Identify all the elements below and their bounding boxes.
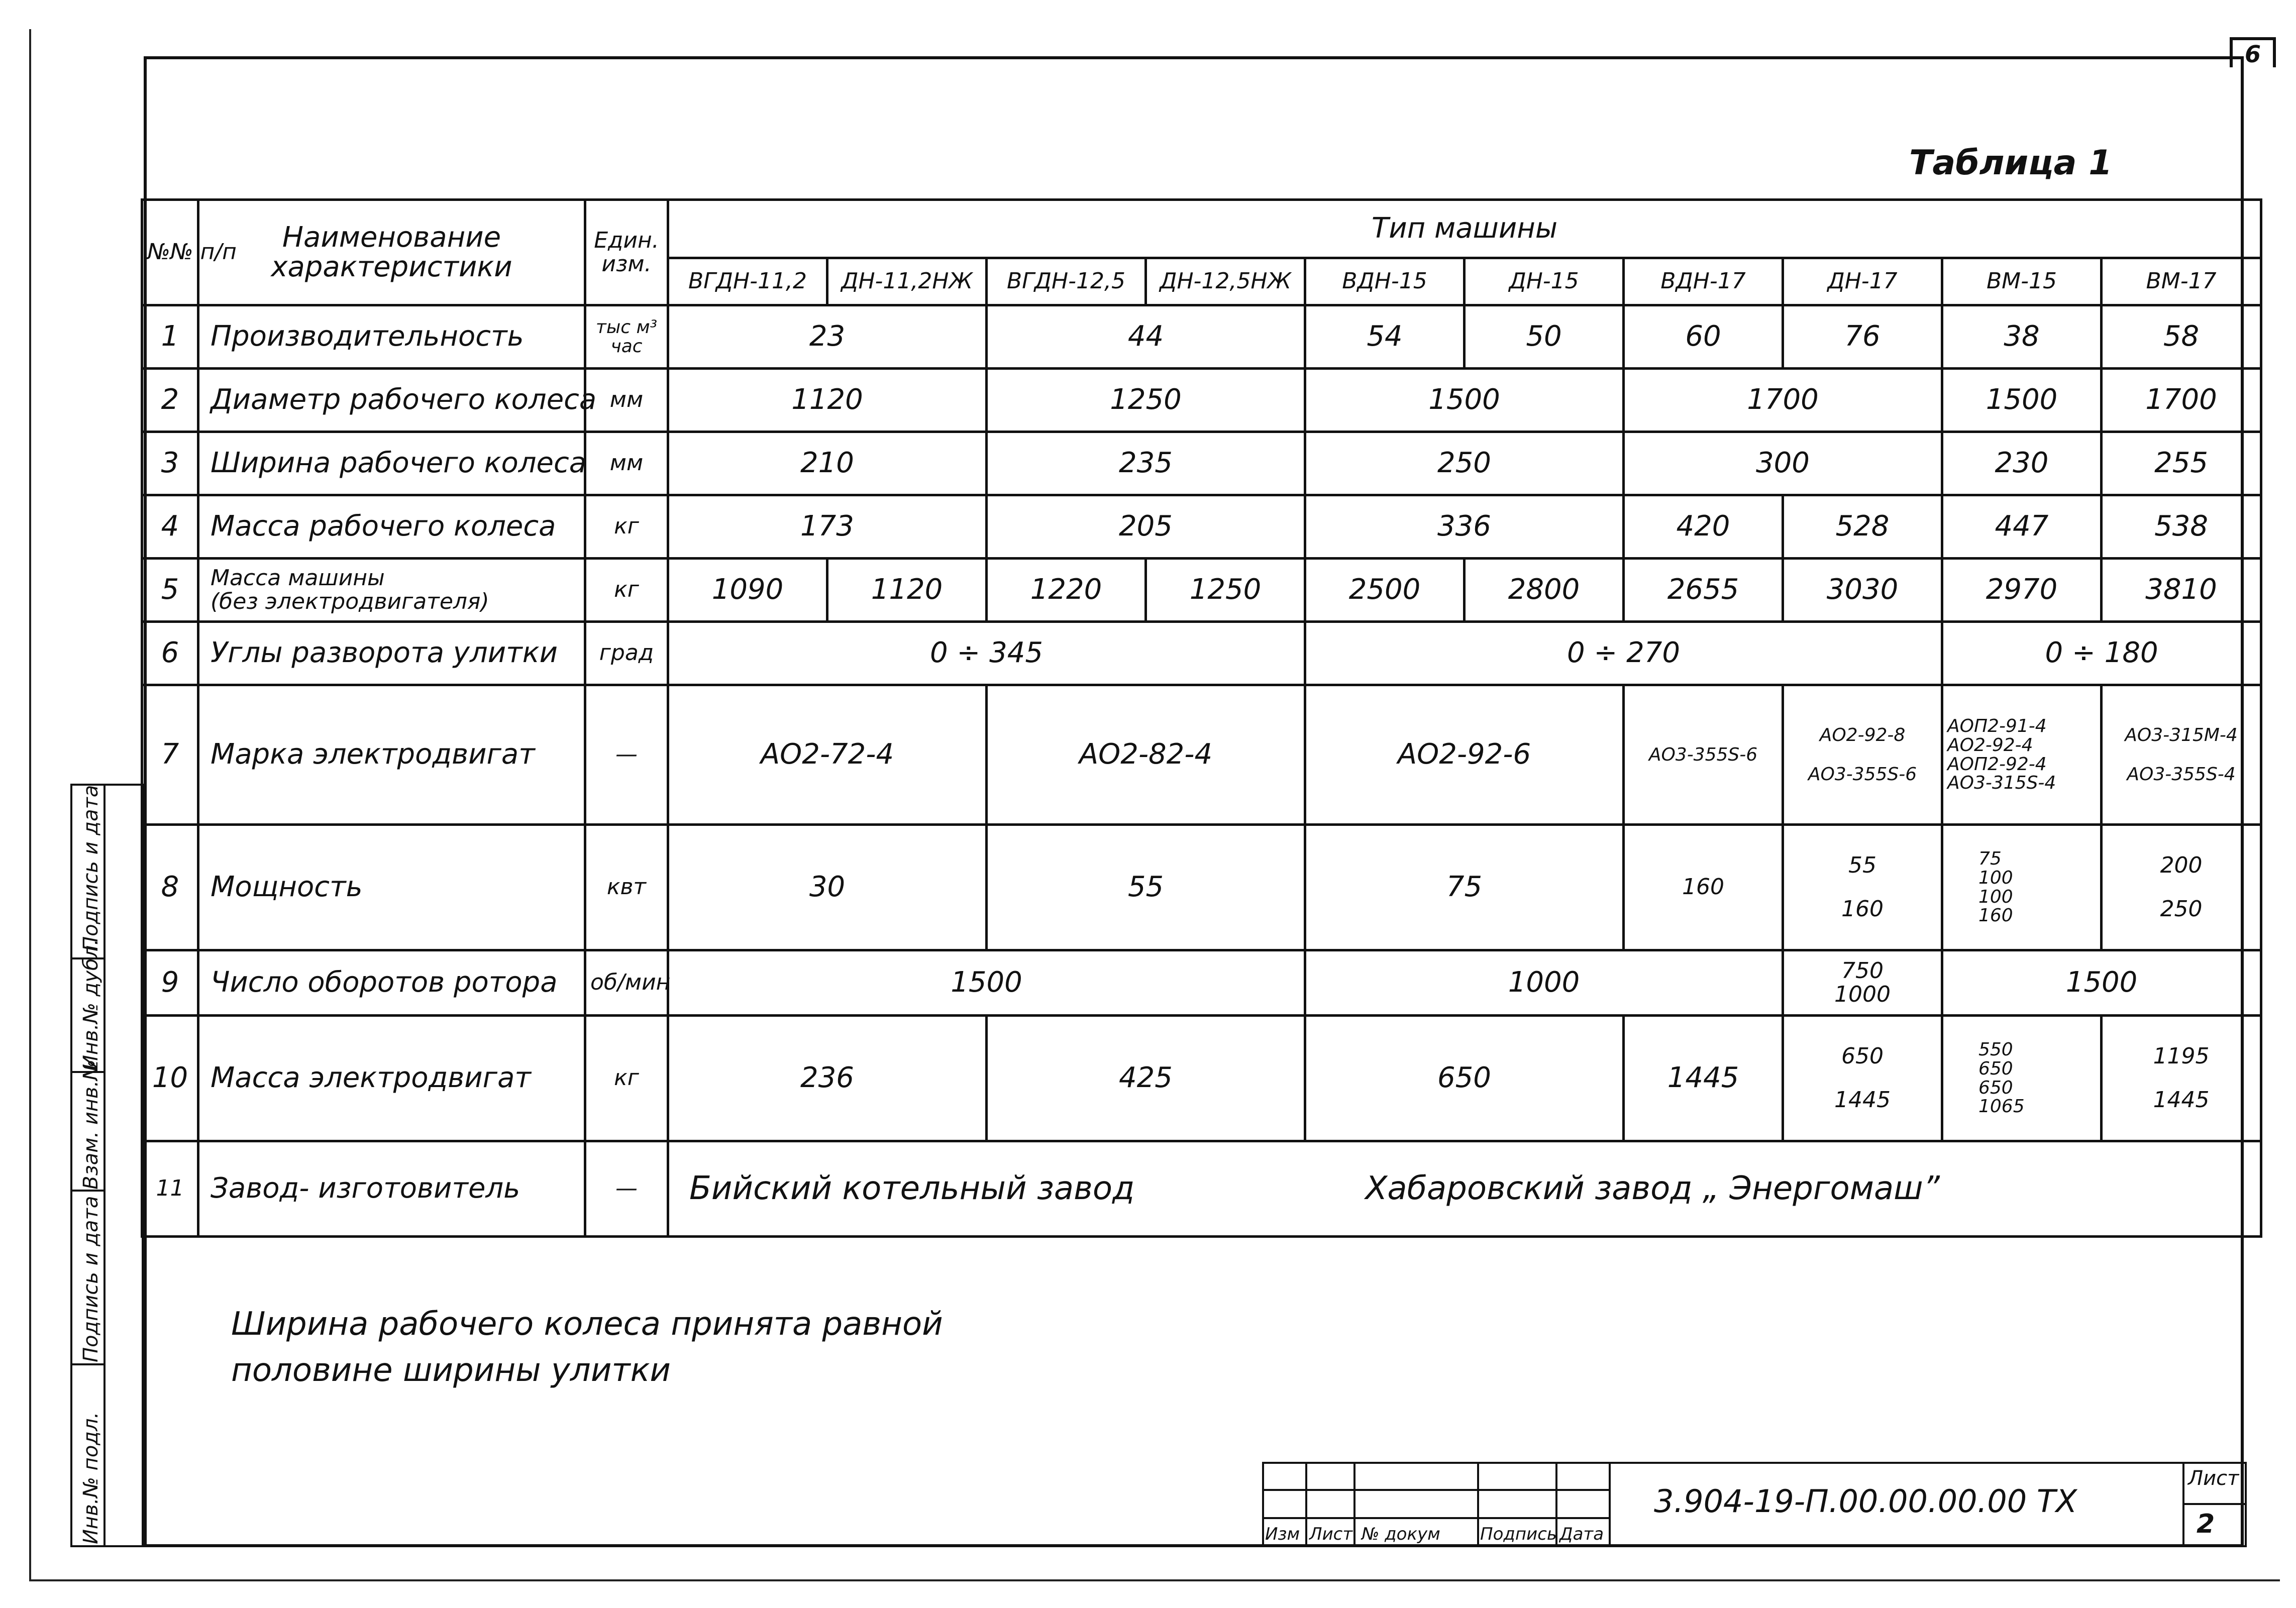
row-number: 3	[142, 432, 198, 495]
cell-line: 1445	[1834, 1087, 1891, 1113]
table-row	[142, 950, 2261, 1016]
cell-value: 230	[1942, 432, 2102, 495]
cell-value: 1120	[668, 369, 987, 432]
cell-line: 200	[2160, 852, 2203, 879]
side-label: Подпись и дата	[79, 785, 102, 951]
table-row	[142, 432, 2261, 495]
characteristics-table	[141, 198, 2262, 1238]
header-machine: ВМ-15	[1942, 258, 2102, 305]
cell-value: 250	[1305, 432, 1624, 495]
row-name: Диаметр рабочего колеса	[198, 369, 585, 432]
header-name: Наименование характеристики	[198, 200, 585, 305]
stamp-cell	[1477, 1462, 1557, 1491]
row-name: Ширина рабочего колеса	[198, 432, 585, 495]
header-machine: ВГДН-12,5	[987, 258, 1146, 305]
cell-line: 250	[2160, 896, 2203, 922]
row-name: Марка электродвигат	[198, 685, 585, 825]
cell-value	[2102, 1016, 2261, 1141]
cell-value: 1500	[1942, 950, 2261, 1016]
cell-line: 1065	[1978, 1096, 2025, 1117]
row-unit: —	[585, 685, 668, 825]
cell-value: 0 ÷ 180	[1942, 622, 2261, 685]
cell-value: 255	[2102, 432, 2261, 495]
cell-value: АО2-92-6	[1305, 685, 1624, 825]
row-unit: квт	[585, 825, 668, 950]
header-machine: ДН-15	[1465, 258, 1624, 305]
row-name: Производительность	[198, 305, 585, 369]
cell-value: 2500	[1305, 559, 1465, 622]
cell-value: 210	[668, 432, 987, 495]
cell-value: 160	[1624, 825, 1783, 950]
header-machine: ДН-11,2НЖ	[827, 258, 987, 305]
header-machine: ДН-17	[1783, 258, 1942, 305]
sheet-label: Лист	[2188, 1467, 2239, 1490]
cell-value: 58	[2102, 305, 2261, 369]
row-name: Завод- изготовитель	[198, 1141, 585, 1237]
row-number: 4	[142, 495, 198, 559]
cell-value: 30	[668, 825, 987, 950]
cell-line: АО3-315М-4	[2125, 724, 2238, 745]
table-row	[142, 1016, 2261, 1141]
cell-value: 23	[668, 305, 987, 369]
cell-value: 1250	[987, 369, 1305, 432]
cell-line: 75	[1978, 848, 2002, 869]
cell-value: 2970	[1942, 559, 2102, 622]
cell-value: 60	[1624, 305, 1783, 369]
cell-line: 650	[1978, 1058, 2013, 1079]
row-name	[198, 559, 585, 622]
cell-line: АО3-355S-4	[2127, 764, 2236, 785]
cell-line: АОП2-92-4	[1947, 754, 2047, 775]
cell-value: 235	[987, 432, 1305, 495]
cell-value: 50	[1465, 305, 1624, 369]
cell-value: АО2-82-4	[987, 685, 1305, 825]
stamp-label: Подпись	[1480, 1524, 1557, 1544]
side-label: Подпись и дата	[79, 1196, 102, 1362]
cell-line: 100	[1978, 867, 2013, 888]
header-unit: Един. изм.	[585, 200, 668, 305]
row-number: 11	[142, 1141, 198, 1237]
stamp-cell	[1305, 1462, 1355, 1491]
cell-value: 205	[987, 495, 1305, 559]
table-row	[142, 559, 2261, 622]
stamp-label: Изм	[1265, 1524, 1300, 1544]
header-machine: ДН-12,5НЖ	[1146, 258, 1305, 305]
cell-value: 1500	[668, 950, 1305, 1016]
stamp-cell	[1262, 1462, 1307, 1491]
cell-value: АО2-72-4	[668, 685, 987, 825]
side-field	[70, 939, 106, 1073]
stamp-label: № докум	[1362, 1524, 1440, 1544]
stamp-cell	[1555, 1489, 1611, 1519]
side-field-blank	[103, 784, 144, 1547]
cell-value	[1783, 1016, 1942, 1141]
title-block	[1262, 1462, 2247, 1547]
row-name: Масса электродвигат	[198, 1016, 585, 1141]
row-name: Мощность	[198, 825, 585, 950]
cell-value	[1942, 685, 2102, 825]
cell-value: 425	[987, 1016, 1305, 1141]
side-label: Инв.№ дубл.	[79, 939, 102, 1070]
cell-value: Хабаровский завод „ Энергомаш”	[1305, 1141, 2261, 1237]
cell-line: АО2-92-8	[1819, 724, 1906, 745]
cell-value: 44	[987, 305, 1305, 369]
side-field	[70, 1363, 106, 1547]
cell-value: 2800	[1465, 559, 1624, 622]
cell-value: 1500	[1942, 369, 2102, 432]
table-row	[142, 305, 2261, 369]
cell-value: 1220	[987, 559, 1146, 622]
side-label: Инв.№ подл.	[79, 1412, 102, 1544]
document-code: 3.904-19-П.00.00.00.00 ТХ	[1654, 1483, 2077, 1520]
header-num: №№ п/п	[142, 200, 198, 305]
row-number: 7	[142, 685, 198, 825]
cell-value	[1783, 950, 1942, 1016]
cell-value: 3810	[2102, 559, 2261, 622]
stamp-cell	[1477, 1489, 1557, 1519]
cell-value	[1942, 1016, 2102, 1141]
stamp-label: Дата	[1559, 1524, 1604, 1544]
cell-value: 236	[668, 1016, 987, 1141]
cell-value	[1783, 685, 1942, 825]
row-unit: мм	[585, 369, 668, 432]
table-row	[142, 495, 2261, 559]
note-line: Ширина рабочего колеса принята равной	[231, 1306, 943, 1343]
row-unit: кг	[585, 1016, 668, 1141]
row-name: Масса рабочего колеса	[198, 495, 585, 559]
cell-line: 1000	[1834, 981, 1891, 1007]
table-title: Таблица 1	[1909, 143, 2113, 183]
cell-value	[2102, 685, 2261, 825]
cell-value: 54	[1305, 305, 1465, 369]
cell-value: 1445	[1624, 1016, 1783, 1141]
cell-value: 1120	[827, 559, 987, 622]
row-unit: об/мин	[585, 950, 668, 1016]
cell-value: 1700	[2102, 369, 2261, 432]
stamp-cell	[1353, 1489, 1479, 1519]
cell-value: 1090	[668, 559, 827, 622]
cell-value: 0 ÷ 270	[1305, 622, 1942, 685]
row-number: 8	[142, 825, 198, 950]
cell-line: 1195	[2153, 1043, 2210, 1069]
row-unit: град	[585, 622, 668, 685]
header-machine: ВДН-17	[1624, 258, 1783, 305]
table-row	[142, 825, 2261, 950]
row-name: Число оборотов ротора	[198, 950, 585, 1016]
cell-line: 650	[1978, 1077, 2013, 1098]
cell-value	[1942, 825, 2102, 950]
row-unit: кг	[585, 495, 668, 559]
cell-line: АО2-92-4	[1947, 734, 2033, 756]
cell-value: 1700	[1624, 369, 1942, 432]
table-row	[142, 1141, 2261, 1237]
cell-line: 1445	[2153, 1087, 2210, 1113]
table-row	[142, 685, 2261, 825]
cell-line: АОП2-91-4	[1947, 715, 2047, 736]
sheet-number: 2	[2197, 1509, 2215, 1539]
cell-value: 300	[1624, 432, 1942, 495]
cell-line: 55	[1848, 852, 1876, 879]
cell-line: 100	[1978, 886, 2013, 907]
cell-value: 38	[1942, 305, 2102, 369]
header-machine: ВГДН-11,2	[668, 258, 827, 305]
row-unit: мм	[585, 432, 668, 495]
row-name-line: Масса машины	[211, 565, 385, 591]
stamp-label: Лист	[1309, 1524, 1353, 1544]
side-field	[70, 784, 106, 959]
cell-value: 75	[1305, 825, 1624, 950]
side-stamp-strip	[70, 784, 144, 1547]
cell-line: АО3-355S-6	[1808, 764, 1917, 785]
row-unit: —	[585, 1141, 668, 1237]
row-unit: кг	[585, 559, 668, 622]
cell-value: 2655	[1624, 559, 1783, 622]
stamp-cell	[1262, 1489, 1307, 1519]
cell-value: 3030	[1783, 559, 1942, 622]
row-number: 1	[142, 305, 198, 369]
note-text	[231, 1301, 943, 1393]
stamp-cell	[1353, 1462, 1479, 1491]
cell-value	[1783, 825, 1942, 950]
side-field	[70, 1190, 106, 1365]
cell-line: 160	[1978, 905, 2013, 926]
cell-value: 173	[668, 495, 987, 559]
row-unit: тыс м³ час	[585, 305, 668, 369]
cell-value: Бийский котельный завод	[668, 1141, 1305, 1237]
cell-value: 76	[1783, 305, 1942, 369]
table-row	[142, 622, 2261, 685]
cell-line: 160	[1841, 896, 1884, 922]
cell-value: 650	[1305, 1016, 1624, 1141]
row-number: 10	[142, 1016, 198, 1141]
cell-value: 528	[1783, 495, 1942, 559]
cell-line: 650	[1841, 1043, 1884, 1069]
cell-value: 0 ÷ 345	[668, 622, 1305, 685]
cell-value: 1250	[1146, 559, 1305, 622]
table-row	[142, 369, 2261, 432]
corner-sheet-number: 6	[2230, 37, 2276, 67]
cell-value: 336	[1305, 495, 1624, 559]
side-label: Взам. инв.№	[79, 1059, 102, 1190]
row-name: Углы разворота улитки	[198, 622, 585, 685]
cell-value: 538	[2102, 495, 2261, 559]
header-machine: ВМ-17	[2102, 258, 2261, 305]
cell-value: 420	[1624, 495, 1783, 559]
row-number: 6	[142, 622, 198, 685]
cell-value: 55	[987, 825, 1305, 950]
header-type-group: Тип машины	[668, 200, 2261, 258]
side-field	[70, 1059, 106, 1192]
cell-line: АО3-315S-4	[1947, 773, 2056, 794]
row-number: 5	[142, 559, 198, 622]
row-number: 2	[142, 369, 198, 432]
cell-value: 1000	[1305, 950, 1783, 1016]
cell-line: 550	[1978, 1039, 2013, 1060]
cell-line: 750	[1841, 958, 1884, 984]
row-name-line: (без электродвигателя)	[211, 588, 489, 614]
stamp-cell	[1555, 1462, 1611, 1491]
stamp-cell	[1305, 1489, 1355, 1519]
cell-value: 1500	[1305, 369, 1624, 432]
cell-value: 447	[1942, 495, 2102, 559]
row-number: 9	[142, 950, 198, 1016]
cell-value	[2102, 825, 2261, 950]
header-machine: ВДН-15	[1305, 258, 1465, 305]
note-line: половине ширины улитки	[231, 1352, 671, 1389]
cell-value: АО3-355S-6	[1624, 685, 1783, 825]
